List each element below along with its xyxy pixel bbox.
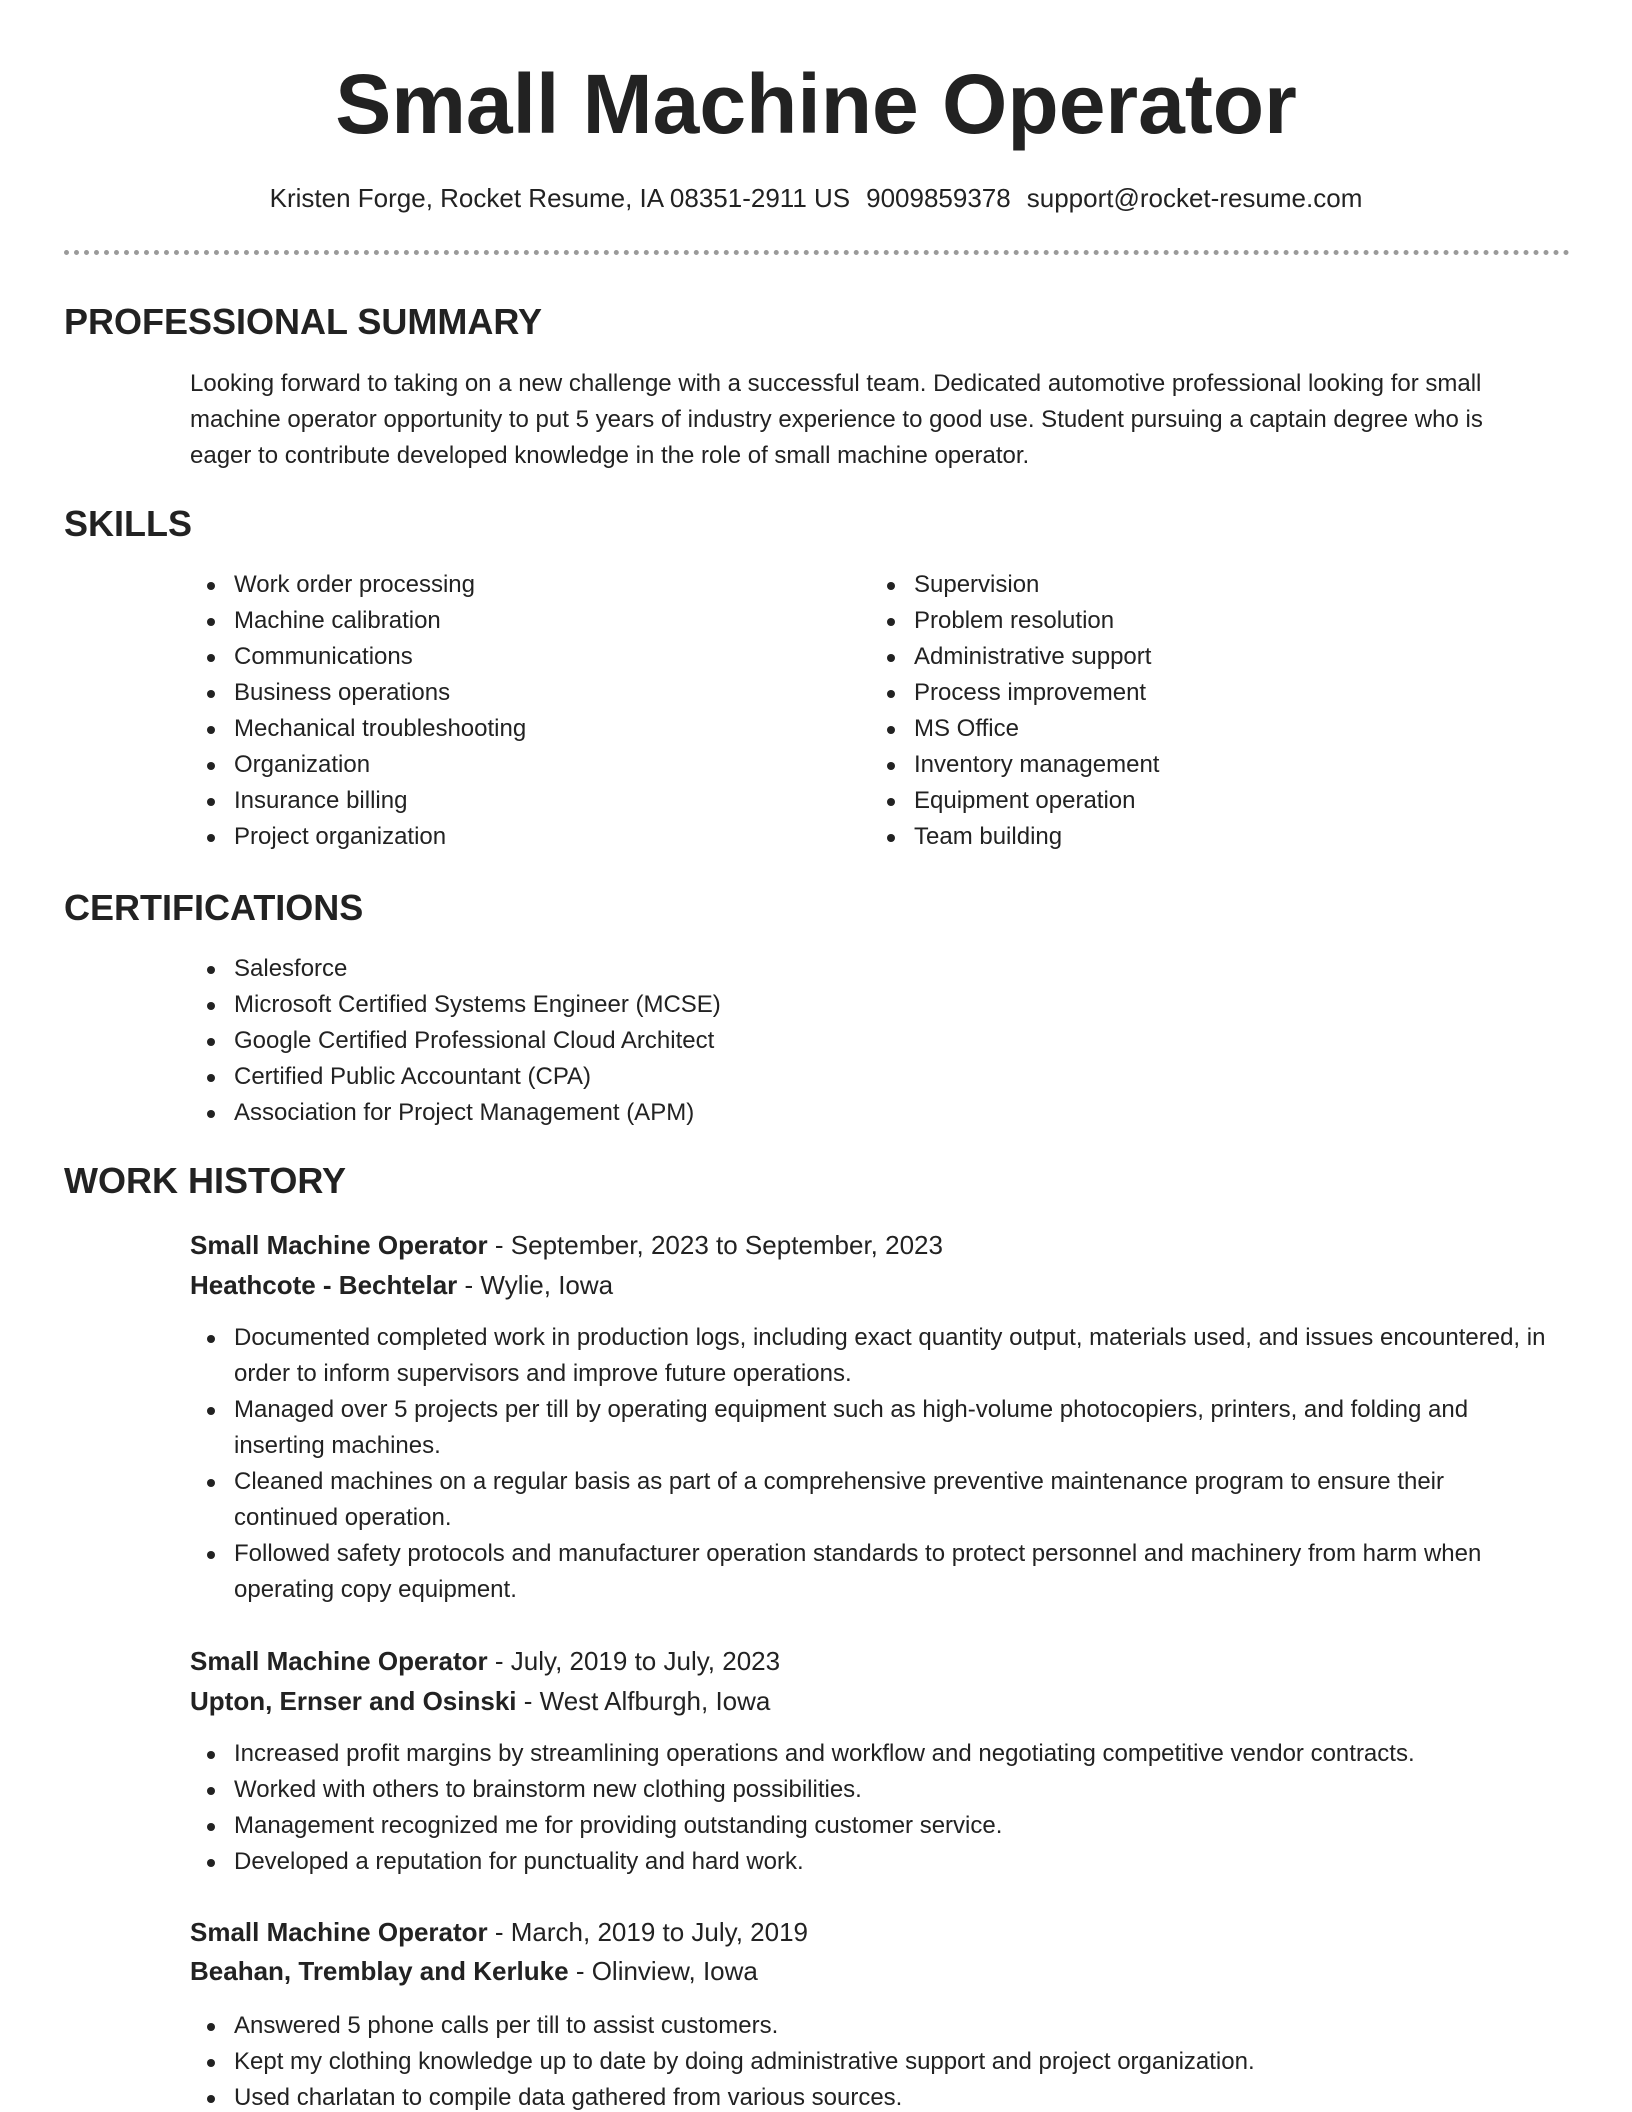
job-title-line	[190, 1226, 943, 1264]
bullet-icon	[207, 690, 215, 698]
bullet-icon	[207, 1038, 215, 1046]
contact-email: support@rocket-resume.com	[1026, 183, 1363, 213]
list-item: Cleaned machines on a regular basis as part of a comprehensive preventive maintenance program to ensure their continued operation.	[190, 1464, 1550, 1536]
job-company-line	[190, 1682, 770, 1720]
list-item: Mechanical troubleshooting	[190, 711, 850, 747]
list-item: Certified Public Accountant (CPA)	[190, 1059, 1550, 1095]
list-item: Project organization	[190, 819, 850, 855]
job-location: - West Alfburgh, Iowa	[516, 1686, 771, 1716]
list-item: Insurance billing	[190, 783, 850, 819]
bullet-icon	[887, 726, 895, 734]
bullet-icon	[887, 798, 895, 806]
job-company: Beahan, Tremblay and Kerluke	[190, 1956, 569, 1986]
bullet-icon	[207, 1110, 215, 1118]
list-item: Management recognized me for providing outstanding customer service.	[190, 1808, 1550, 1844]
job-title: Small Machine Operator	[190, 1646, 488, 1676]
job-location: - Olinview, Iowa	[568, 1956, 758, 1986]
summary-text: Looking forward to taking on a new challenge with a successful team. Dedicated automotive professional looking for small machine operator opportunity to put 5 years of industry experience to good use. Student pursuing a captain degree who is eager to contribute developed knowledge in the role of small machine operator.	[190, 370, 1483, 469]
bullet-icon	[207, 1002, 215, 1010]
bullet-icon	[207, 798, 215, 806]
contact-phone: 9009859378	[866, 183, 1011, 213]
list-item: Increased profit margins by streamlining operations and workflow and negotiating competitive vendor contracts.	[190, 1736, 1550, 1772]
certifications-list	[190, 951, 1550, 1131]
bullet-icon	[207, 1407, 215, 1415]
bullet-icon	[887, 834, 895, 842]
bullet-icon	[207, 1751, 215, 1759]
contact-address: Kristen Forge, Rocket Resume, IA 08351-2911 US	[269, 183, 851, 213]
job-company-line	[190, 1952, 758, 1990]
section-heading-certifications: CERTIFICATIONS	[64, 887, 364, 928]
job-title: Small Machine Operator	[190, 1917, 488, 1947]
bullet-icon	[207, 1859, 215, 1867]
bullet-icon	[207, 1335, 215, 1343]
list-item: Managed over 5 projects per till by operating equipment such as high-volume photocopiers, printers, and folding and inserting machines.	[190, 1392, 1550, 1464]
bullet-icon	[207, 726, 215, 734]
bullet-icon	[207, 1823, 215, 1831]
list-item: Answered 5 phone calls per till to assist customers.	[190, 2008, 1550, 2044]
list-item: Used charlatan to compile data gathered from various sources.	[190, 2080, 1550, 2112]
list-item: Documented completed work in production logs, including exact quantity output, materials used, and issues encountered, in order to inform supervisors and improve future operations.	[190, 1320, 1550, 1392]
bullet-icon	[887, 762, 895, 770]
list-item: MS Office	[870, 711, 1530, 747]
list-item: Google Certified Professional Cloud Architect	[190, 1023, 1550, 1059]
job-title: Small Machine Operator	[190, 1230, 488, 1260]
list-item: Association for Project Management (APM)	[190, 1095, 1550, 1131]
job-company: Heathcote - Bechtelar	[190, 1270, 458, 1300]
job-location: - Wylie, Iowa	[457, 1270, 614, 1300]
bullet-icon	[207, 1787, 215, 1795]
list-item: Problem resolution	[870, 603, 1530, 639]
list-item: Salesforce	[190, 951, 1550, 987]
list-item: Business operations	[190, 675, 850, 711]
job-dates: - July, 2019 to July, 2023	[487, 1646, 781, 1676]
job-bullets	[190, 1320, 1550, 1608]
bullet-icon	[207, 2095, 215, 2103]
list-item: Communications	[190, 639, 850, 675]
bullet-icon	[887, 690, 895, 698]
bullet-icon	[207, 654, 215, 662]
list-item: Followed safety protocols and manufacturer operation standards to protect personnel and machinery from harm when operating copy equipment.	[190, 1536, 1550, 1608]
list-item: Supervision	[870, 567, 1530, 603]
job-title-line	[190, 1913, 808, 1951]
bullet-icon	[207, 966, 215, 974]
bullet-icon	[207, 618, 215, 626]
resume-title: Small Machine Operator	[335, 57, 1297, 151]
list-item: Developed a reputation for punctuality and hard work.	[190, 1844, 1550, 1880]
bullet-icon	[207, 1479, 215, 1487]
bullet-icon	[207, 762, 215, 770]
job-company: Upton, Ernser and Osinski	[190, 1686, 517, 1716]
skills-list-right	[870, 567, 1530, 855]
job-bullets	[190, 1736, 1550, 1880]
job-dates: - September, 2023 to September, 2023	[487, 1230, 943, 1260]
bullet-icon	[207, 834, 215, 842]
section-heading-work-history: WORK HISTORY	[64, 1160, 347, 1201]
list-item: Worked with others to brainstorm new clothing possibilities.	[190, 1772, 1550, 1808]
skills-list-left	[190, 567, 850, 855]
bullet-icon	[207, 2023, 215, 2031]
contact-line	[0, 180, 1632, 216]
job-title-line	[190, 1642, 780, 1680]
list-item: Work order processing	[190, 567, 850, 603]
bullet-icon	[207, 2059, 215, 2067]
bullet-icon	[207, 1551, 215, 1559]
list-item: Equipment operation	[870, 783, 1530, 819]
section-heading-summary: PROFESSIONAL SUMMARY	[64, 301, 543, 342]
job-company-line	[190, 1266, 613, 1304]
list-item: Inventory management	[870, 747, 1530, 783]
list-item: Kept my clothing knowledge up to date by doing administrative support and project organization.	[190, 2044, 1550, 2080]
list-item: Machine calibration	[190, 603, 850, 639]
header-divider	[64, 250, 1570, 255]
bullet-icon	[207, 1074, 215, 1082]
list-item: Team building	[870, 819, 1530, 855]
job-bullets	[190, 2008, 1550, 2112]
bullet-icon	[887, 654, 895, 662]
bullet-icon	[207, 582, 215, 590]
list-item: Administrative support	[870, 639, 1530, 675]
bullet-icon	[887, 618, 895, 626]
bullet-icon	[887, 582, 895, 590]
list-item: Process improvement	[870, 675, 1530, 711]
list-item: Organization	[190, 747, 850, 783]
job-dates: - March, 2019 to July, 2019	[487, 1917, 809, 1947]
section-heading-skills: SKILLS	[64, 503, 193, 544]
list-item: Microsoft Certified Systems Engineer (MCSE)	[190, 987, 1550, 1023]
